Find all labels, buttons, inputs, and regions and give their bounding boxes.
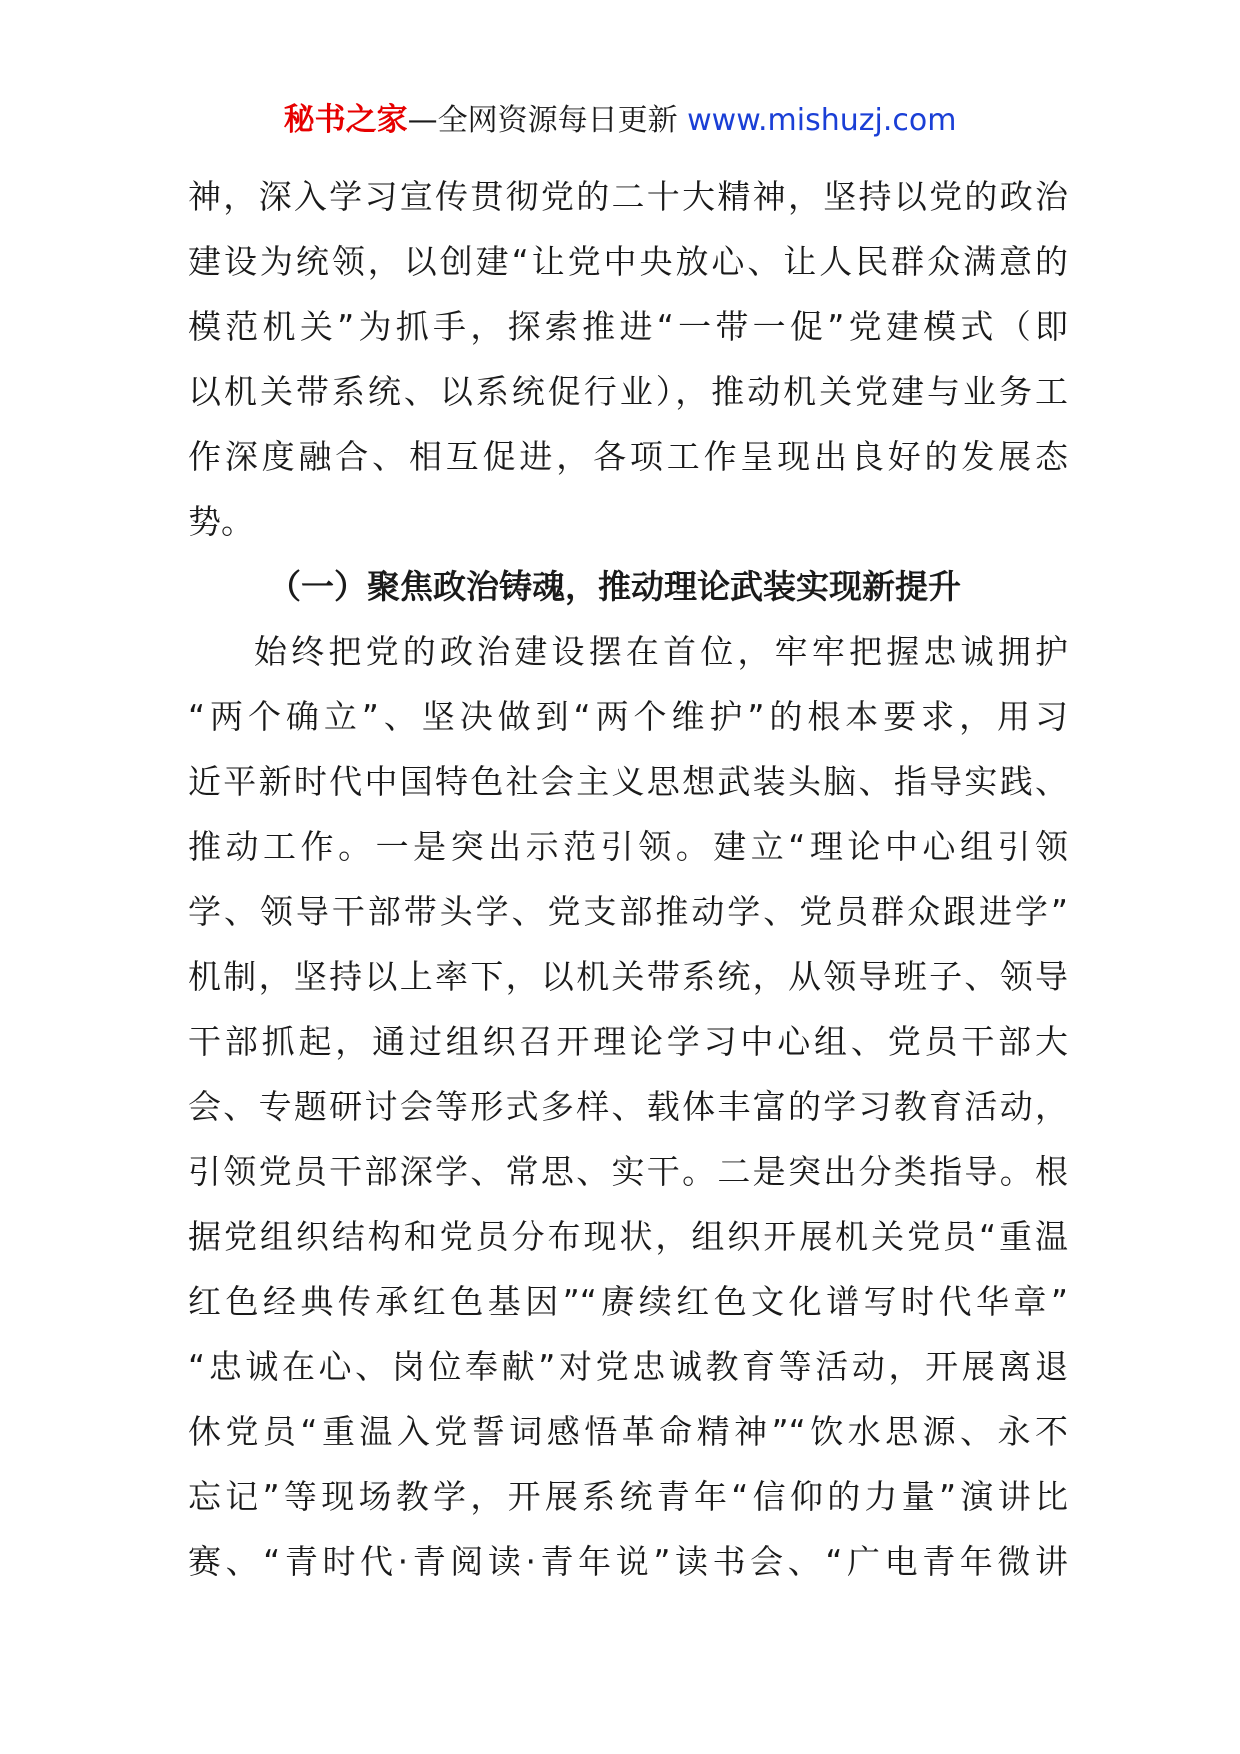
text-line: 模范机关”为抓手，探索推进“一带一促”党建模式（即 [188, 307, 1068, 346]
text-line: 势。 [188, 502, 254, 541]
text-line: 会、专题研讨会等形式多样、载体丰富的学习教育活动， [188, 1087, 1068, 1126]
text-line: 学、领导干部带头学、党支部推动学、党员群众跟进学” [188, 892, 1068, 931]
text-line: 以机关带系统、以系统促行业），推动机关党建与业务工 [188, 372, 1068, 411]
text-line: 赛、“青时代·青阅读·青年说”读书会、“广电青年微讲 [188, 1542, 1068, 1581]
text-line: 神，深入学习宣传贯彻党的二十大精神，坚持以党的政治 [188, 177, 1068, 216]
text-line: “忠诚在心、岗位奉献”对党忠诚教育等活动，开展离退 [188, 1347, 1068, 1386]
text-line: 作深度融合、相互促进，各项工作呈现出良好的发展态 [188, 437, 1068, 476]
page-header [0, 100, 1240, 141]
text-line: 忘记”等现场教学，开展系统青年“信仰的力量”演讲比 [188, 1477, 1068, 1516]
document-body [188, 164, 1068, 1594]
text-line: 始终把党的政治建设摆在首位，牢牢把握忠诚拥护 [254, 632, 1068, 671]
header-tagline: —全网资源每日更新 [407, 103, 688, 138]
text-line: 推动工作。一是突出示范引领。建立“理论中心组引领 [188, 827, 1068, 866]
text-line: 据党组织结构和党员分布现状，组织开展机关党员“重温 [188, 1217, 1068, 1256]
text-line: 引领党员干部深学、常思、实干。二是突出分类指导。根 [188, 1152, 1068, 1191]
text-line: “两个确立”、坚决做到“两个维护”的根本要求，用习 [188, 697, 1068, 736]
section-heading: （一）聚焦政治铸魂，推动理论武装实现新提升 [268, 567, 961, 606]
text-line: 干部抓起，通过组织召开理论学习中心组、党员干部大 [188, 1022, 1068, 1061]
website-link[interactable]: www.mishuzj.com [687, 103, 957, 138]
text-line: 休党员“重温入党誓词感悟革命精神”“饮水思源、永不 [188, 1412, 1068, 1451]
text-line: 近平新时代中国特色社会主义思想武装头脑、指导实践、 [188, 762, 1068, 801]
text-line: 红色经典传承红色基因”“赓续红色文化谱写时代华章” [188, 1282, 1068, 1321]
text-line: 机制，坚持以上率下，以机关带系统，从领导班子、领导 [188, 957, 1068, 996]
text-line: 建设为统领，以创建“让党中央放心、让人民群众满意的 [188, 242, 1068, 281]
brand-name: 秘书之家 [283, 102, 408, 138]
